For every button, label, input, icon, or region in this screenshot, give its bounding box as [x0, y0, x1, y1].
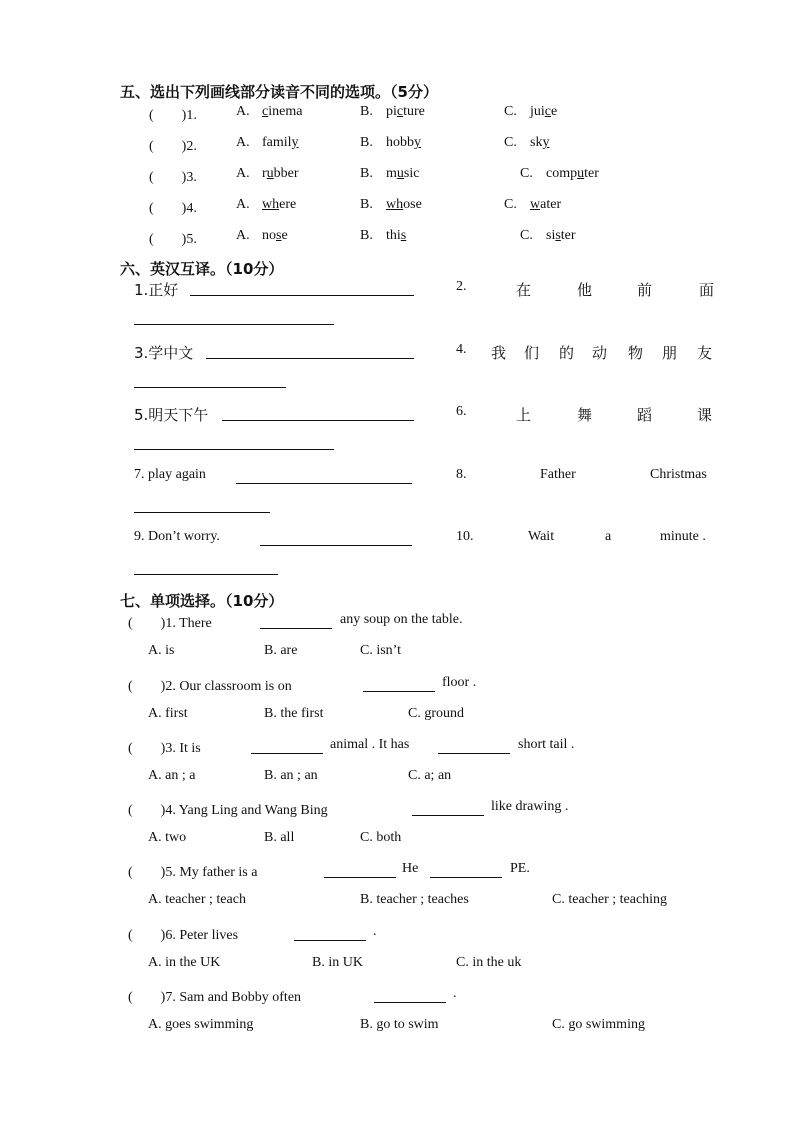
- section-5-title: 五、选出下列画线部分读音不同的选项。（5分）: [120, 83, 438, 101]
- answer-option[interactable]: B. are: [264, 643, 298, 658]
- answer-blank[interactable]: [294, 940, 366, 941]
- option-c-word: computer: [546, 166, 599, 181]
- translation-word: 前: [637, 281, 653, 299]
- option-b-word: hobby: [386, 135, 421, 150]
- question-stem-end: short tail .: [518, 737, 575, 752]
- option-a-word: nose: [262, 228, 288, 243]
- option-b-word: picture: [386, 104, 425, 119]
- answer-option[interactable]: A. teacher ; teach: [148, 892, 246, 907]
- question-stem-end: floor .: [442, 675, 477, 690]
- answer-option[interactable]: C. in the uk: [456, 955, 522, 970]
- option-c-word: juice: [530, 104, 558, 119]
- option-c-word: sky: [530, 135, 550, 150]
- underlined-letters: c: [396, 104, 404, 119]
- underlined-letters: u: [396, 166, 404, 181]
- answer-option[interactable]: A. is: [148, 643, 175, 658]
- question-stem-end: any soup on the table.: [340, 612, 463, 627]
- option-b-word: this: [386, 228, 407, 243]
- question-stem: ( )2. Our classroom is on: [128, 679, 292, 694]
- translation-word: 蹈: [637, 406, 653, 424]
- option-label: C.: [520, 166, 533, 181]
- underlined-letters: y: [414, 135, 421, 150]
- translation-word: 舞: [577, 406, 593, 424]
- option-b-word: whose: [386, 197, 422, 212]
- option-c-word: water: [530, 197, 562, 212]
- answer-blank[interactable]: [363, 691, 435, 692]
- answer-blank-continued[interactable]: [134, 387, 286, 388]
- translation-number: 2.: [456, 279, 467, 294]
- answer-option[interactable]: C. both: [360, 830, 402, 845]
- translation-word: Father: [540, 467, 576, 482]
- option-b-word: music: [386, 166, 420, 181]
- translation-word: a: [605, 529, 612, 544]
- option-label: B.: [360, 228, 373, 243]
- option-label: C.: [520, 228, 533, 243]
- option-a-word: rubber: [262, 166, 299, 181]
- answer-blank-continued[interactable]: [134, 512, 270, 513]
- section-6-title: 六、英汉互译。（10分）: [120, 260, 284, 278]
- option-a-word: cinema: [262, 104, 303, 119]
- translation-prompt: 1.正好: [134, 281, 179, 299]
- option-label: B.: [360, 135, 373, 150]
- translation-word: 他: [577, 281, 593, 299]
- answer-blank-continued[interactable]: [134, 449, 334, 450]
- option-label: A.: [236, 228, 250, 243]
- answer-option[interactable]: B. in UK: [312, 955, 363, 970]
- option-label: C.: [504, 135, 517, 150]
- question-number[interactable]: ( )2.: [149, 139, 197, 154]
- option-label: A.: [236, 104, 250, 119]
- question-stem: ( )6. Peter lives: [128, 928, 239, 943]
- question-stem: ( )4. Yang Ling and Wang Bing: [128, 803, 328, 818]
- translation-number: 6.: [456, 404, 467, 419]
- underlined-letters: w: [530, 197, 541, 212]
- answer-option[interactable]: C. ground: [408, 706, 464, 721]
- translation-prompt: 7. play again: [134, 467, 206, 482]
- underlined-letters: wh: [262, 197, 280, 212]
- underlined-letters: s: [400, 228, 407, 243]
- translation-number: 8.: [456, 467, 467, 482]
- underlined-letters: y: [291, 135, 299, 150]
- question-stem: ( )1. There: [128, 616, 212, 631]
- question-stem-end: like drawing .: [491, 799, 569, 814]
- answer-option[interactable]: B. an ; an: [264, 768, 318, 783]
- answer-option[interactable]: B. go to swim: [360, 1017, 439, 1032]
- answer-blank[interactable]: [251, 753, 323, 754]
- underlined-letters: s: [555, 228, 561, 243]
- option-label: B.: [360, 104, 373, 119]
- translation-word: 动: [592, 344, 608, 362]
- option-label: C.: [504, 104, 517, 119]
- answer-blank-continued[interactable]: [134, 574, 278, 575]
- question-stem-end: .: [453, 986, 457, 1001]
- translation-word: 课: [697, 406, 713, 424]
- section-7-title: 七、单项选择。（10分）: [120, 592, 284, 610]
- answer-option[interactable]: B. all: [264, 830, 295, 845]
- translation-word: Wait: [528, 529, 555, 544]
- option-label: A.: [236, 135, 250, 150]
- answer-option[interactable]: A. in the UK: [148, 955, 221, 970]
- answer-blank[interactable]: [438, 753, 510, 754]
- translation-word: 我: [491, 344, 507, 362]
- answer-blank[interactable]: [206, 358, 414, 359]
- question-stem: ( )5. My father is a: [128, 865, 258, 880]
- underlined-letters: u: [266, 166, 274, 181]
- answer-option[interactable]: B. the first: [264, 706, 324, 721]
- translation-number: 10.: [456, 529, 474, 544]
- question-stem-mid: He: [402, 861, 419, 876]
- option-label: B.: [360, 197, 373, 212]
- question-stem: ( )7. Sam and Bobby often: [128, 990, 302, 1005]
- translation-prompt: 5.明天下午: [134, 406, 209, 424]
- answer-option[interactable]: C. isn’t: [360, 643, 401, 658]
- underlined-letters: y: [542, 135, 550, 150]
- translation-word: minute .: [660, 529, 706, 544]
- translation-word: 友: [697, 344, 713, 362]
- answer-blank[interactable]: [374, 1002, 446, 1003]
- question-stem-end: PE.: [510, 861, 530, 876]
- question-stem-mid: animal . It has: [330, 737, 410, 752]
- underlined-letters: s: [276, 228, 282, 243]
- translation-word: 在: [516, 281, 532, 299]
- answer-option[interactable]: C. a; an: [408, 768, 452, 783]
- answer-option[interactable]: B. teacher ; teaches: [360, 892, 469, 907]
- translation-word: 物: [628, 344, 644, 362]
- translation-word: 的: [559, 344, 575, 362]
- answer-option[interactable]: C. teacher ; teaching: [552, 892, 668, 907]
- answer-option[interactable]: C. go swimming: [552, 1017, 645, 1032]
- answer-blank-continued[interactable]: [134, 324, 334, 325]
- option-label: A.: [236, 197, 250, 212]
- question-number[interactable]: ( )1.: [149, 108, 197, 123]
- option-c-word: sister: [546, 228, 576, 243]
- question-number[interactable]: ( )5.: [149, 232, 197, 247]
- underlined-letters: c: [544, 104, 551, 119]
- underlined-letters: u: [577, 166, 585, 181]
- answer-blank[interactable]: [412, 815, 484, 816]
- translation-word: 面: [699, 281, 715, 299]
- answer-blank[interactable]: [236, 483, 412, 484]
- underlined-letters: c: [262, 104, 269, 119]
- underlined-letters: wh: [386, 197, 404, 212]
- answer-option[interactable]: A. two: [148, 830, 187, 845]
- translation-prompt: 3.学中文: [134, 344, 194, 362]
- answer-blank[interactable]: [260, 628, 332, 629]
- option-label: C.: [504, 197, 517, 212]
- question-number[interactable]: ( )4.: [149, 201, 197, 216]
- option-a-word: where: [262, 197, 297, 212]
- answer-option[interactable]: A. an ; a: [148, 768, 196, 783]
- answer-option[interactable]: A. first: [148, 706, 188, 721]
- translation-word: 们: [524, 344, 540, 362]
- question-stem: ( )3. It is: [128, 741, 201, 756]
- translation-word: 朋: [662, 344, 678, 362]
- answer-blank[interactable]: [222, 420, 414, 421]
- answer-blank[interactable]: [430, 877, 502, 878]
- answer-blank[interactable]: [260, 545, 412, 546]
- option-label: A.: [236, 166, 250, 181]
- translation-word: 上: [516, 406, 532, 424]
- option-label: B.: [360, 166, 373, 181]
- answer-blank[interactable]: [190, 295, 414, 296]
- answer-option[interactable]: A. goes swimming: [148, 1017, 254, 1032]
- translation-number: 4.: [456, 342, 467, 357]
- translation-prompt: 9. Don’t worry.: [134, 529, 220, 544]
- question-number[interactable]: ( )3.: [149, 170, 197, 185]
- answer-blank[interactable]: [324, 877, 396, 878]
- option-a-word: family: [262, 135, 299, 150]
- translation-word: Christmas: [650, 467, 707, 482]
- question-stem-end: .: [373, 924, 377, 939]
